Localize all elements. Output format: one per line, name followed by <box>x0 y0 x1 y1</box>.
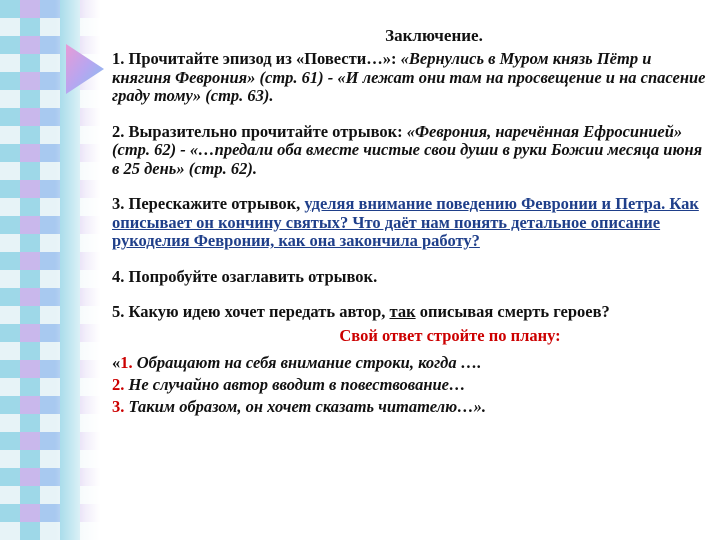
plan-line-2 <box>112 374 708 396</box>
play-triangle-icon <box>64 44 104 94</box>
task-link-word[interactable]: так <box>389 302 416 321</box>
task-number: 5. <box>112 302 125 321</box>
plan-text: Не случайно автор вводит в повествование… <box>128 374 466 394</box>
plan-line-3 <box>112 396 708 418</box>
task-item-2 <box>112 123 708 179</box>
task-hyperlink[interactable]: уделяя внимание поведению Февронии и Петра. Как описывает он кончину святых? Что даёт нам понять детальное описание рукоделия Февронии, как она закончила работу? <box>112 194 699 250</box>
task-number: 2. <box>112 121 125 141</box>
task-item-1 <box>112 50 708 106</box>
task-tail: описывая смерть героев? <box>419 302 610 321</box>
task-number: 4. <box>112 266 125 286</box>
task-lead: Выразительно прочитайте отрывок: <box>128 121 403 141</box>
task-number: 1. <box>112 49 125 68</box>
task-quote: «Феврония, наречённая Ефросинией» (стр. 62) - «…предали оба вместе чистые свои души в руки Божии месяца июня в 25 день» (стр. 62). <box>112 121 703 178</box>
plan-number: 2. <box>112 374 125 394</box>
plan-number: 3. <box>112 396 125 416</box>
task-item-5 <box>112 303 708 322</box>
plan-text: Таким образом, он хочет сказать читателю…». <box>128 396 487 416</box>
slide-title: Заключение. <box>385 26 483 45</box>
task-lead: Попробуйте озаглавить отрывок. <box>128 266 378 286</box>
task-item-3 <box>112 195 708 251</box>
task-number: 3. <box>112 194 125 213</box>
task-lead: Прочитайте эпизод из «Повести…»: <box>128 49 397 68</box>
plan-number: 1. <box>120 352 133 372</box>
task-item-4 <box>112 268 708 287</box>
plan-open-quote: « <box>112 352 121 372</box>
plan-heading: Свой ответ стройте по плану: <box>339 325 561 345</box>
task-lead: Какую идею хочет передать автор, <box>128 302 386 321</box>
slide-content <box>112 26 708 418</box>
task-quote: «Вернулись в Муром князь Пётр и княгиня Феврония» (стр. 61) - «И лежат они там на просвещение и на спасение граду тому» (стр. 63). <box>112 49 706 105</box>
plan-text: Обращают на себя внимание строки, когда …. <box>136 352 482 372</box>
plan-line-1 <box>112 352 708 374</box>
task-lead: Перескажите отрывок, <box>128 194 301 213</box>
